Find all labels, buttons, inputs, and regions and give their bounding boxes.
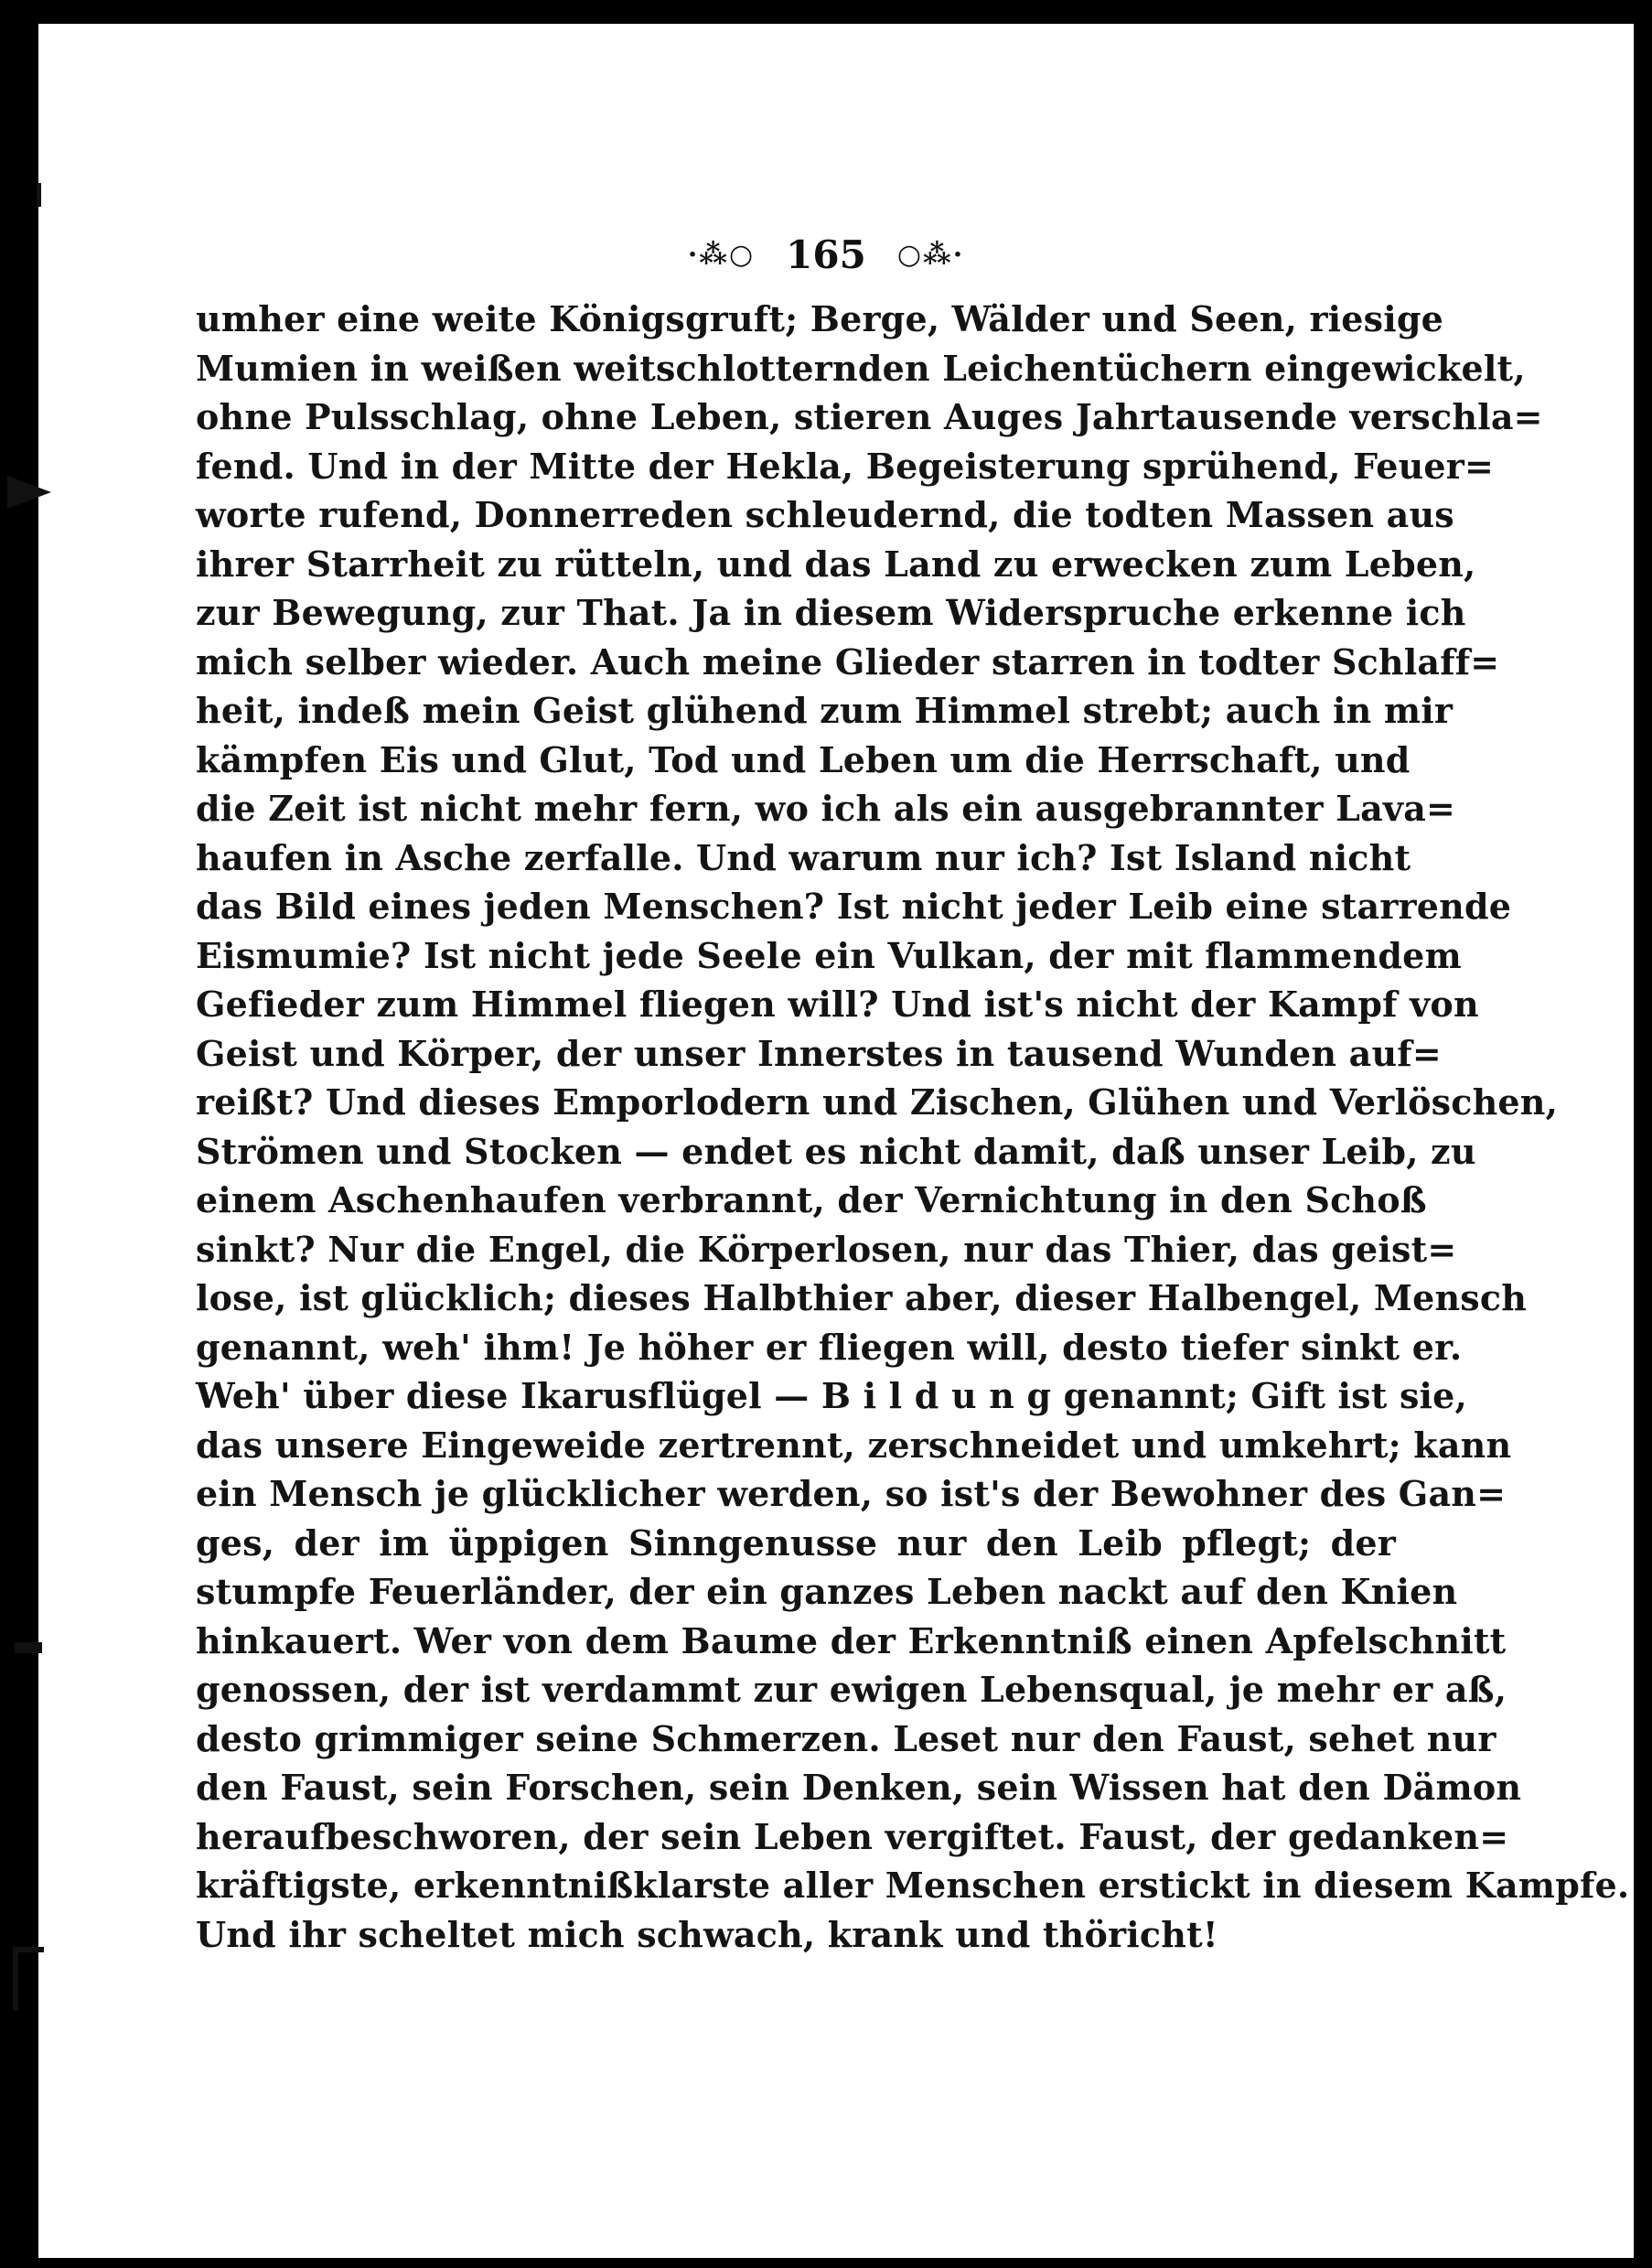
text-line: zur Bewegung, zur That. Ja in diesem Widerspruche erkenne ich: [196, 592, 1466, 633]
text-line: desto grimmiger seine Schmerzen. Leset nur den Faust, sehet nur: [196, 1717, 1496, 1759]
text-line: Mumien in weißen weitschlotternden Leichentüchern eingewickelt,: [196, 347, 1526, 389]
text-line: Eismumie? Ist nicht jede Seele ein Vulkan, der mit flammendem: [196, 934, 1462, 976]
text-line: stumpfe Feuerländer, der ein ganzes Leben nackt auf den Knien: [196, 1571, 1458, 1612]
margin-mark: [37, 183, 41, 207]
margin-arrow-mark: [7, 476, 51, 509]
text-line: einem Aschenhaufen verbrannt, der Vernichtung in den Schoß: [196, 1179, 1427, 1220]
text-line: heraufbeschworen, der sein Leben vergiftet. Faust, der gedanken=: [196, 1815, 1509, 1857]
page-number: 165: [786, 231, 866, 277]
ornament-right-icon: ○⁂·: [896, 238, 965, 271]
text-line: mich selber wieder. Auch meine Glieder starren in todter Schlaff=: [196, 640, 1500, 683]
text-line: kämpfen Eis und Glut, Tod und Leben um die Herrschaft, und: [196, 738, 1411, 780]
text-line: ohne Pulsschlag, ohne Leben, stieren Auges Jahrtausende verschla=: [196, 396, 1543, 437]
text-line: Gefieder zum Himmel fliegen will? Und ist's nicht der Kampf von: [196, 984, 1479, 1025]
text-line: worte rufend, Donnerreden schleudernd, die todten Massen aus: [196, 494, 1454, 535]
text-line-last: Und ihr scheltet mich schwach, krank und thöricht!: [196, 1913, 1218, 1955]
text-line: genannt, weh' ihm! Je höher er fliegen will, desto tiefer sinkt er.: [196, 1326, 1463, 1368]
text-line: Strömen und Stocken — endet es nicht damit, daß unser Leib, zu: [196, 1130, 1476, 1172]
ornament-left-icon: ·⁂○: [687, 238, 756, 271]
body-text: [196, 295, 1630, 1959]
text-line: Weh' über diese Ikarusflügel — B i l d u n g genannt; Gift ist sie,: [196, 1375, 1467, 1416]
text-line: Geist und Körper, der unser Innerstes in tausend Wunden auf=: [196, 1032, 1442, 1074]
text-line: ein Mensch je glücklicher werden, so ist's der Bewohner des Gan=: [196, 1473, 1507, 1514]
text-line: das Bild eines jeden Menschen? Ist nicht jeder Leib eine starrende: [196, 886, 1512, 927]
text-line: heit, indeß mein Geist glühend zum Himmel strebt; auch in mir: [196, 690, 1454, 731]
text-line: haufen in Asche zerfalle. Und warum nur ich? Ist Island nicht: [196, 836, 1411, 878]
text-line: ihrer Starrheit zu rütteln, und das Land zu erwecken zum Leben,: [196, 543, 1476, 585]
text-line: reißt? Und dieses Emporlodern und Zischen, Glühen und Verlöschen,: [196, 1081, 1559, 1123]
page-header: [0, 224, 1652, 285]
text-line: genossen, der ist verdammt zur ewigen Lebensqual, je mehr er aß,: [196, 1669, 1507, 1710]
text-line: ges, der im üppigen Sinngenusse nur den Leib pflegt; der: [196, 1521, 1396, 1564]
text-line: umher eine weite Königsgruft; Berge, Wälder und Seen, riesige: [196, 298, 1444, 339]
text-line: kräftigste, erkenntnißklarste aller Menschen erstickt in diesem Kampfe.: [196, 1865, 1630, 1906]
text-line: das unsere Eingeweide zertrennt, zerschneidet und umkehrt; kann: [196, 1424, 1512, 1466]
margin-bracket-mark: [13, 1947, 44, 1952]
text-line: fend. Und in der Mitte der Hekla, Begeisterung sprühend, Feuer=: [196, 445, 1495, 487]
text-line: den Faust, sein Forschen, sein Denken, sein Wissen hat den Dämon: [196, 1767, 1522, 1808]
margin-bracket-mark: [13, 1947, 18, 2011]
text-line: die Zeit ist nicht mehr fern, wo ich als ein ausgebrannter Lava=: [196, 788, 1456, 829]
text-line: lose, ist glücklich; dieses Halbthier aber, dieser Halbengel, Mensch: [196, 1277, 1528, 1318]
margin-mark: [15, 1642, 42, 1653]
text-line: sinkt? Nur die Engel, die Körperlosen, nur das Thier, das geist=: [196, 1228, 1457, 1270]
text-line: hinkauert. Wer von dem Baume der Erkenntniß einen Apfelschnitt: [196, 1619, 1507, 1661]
